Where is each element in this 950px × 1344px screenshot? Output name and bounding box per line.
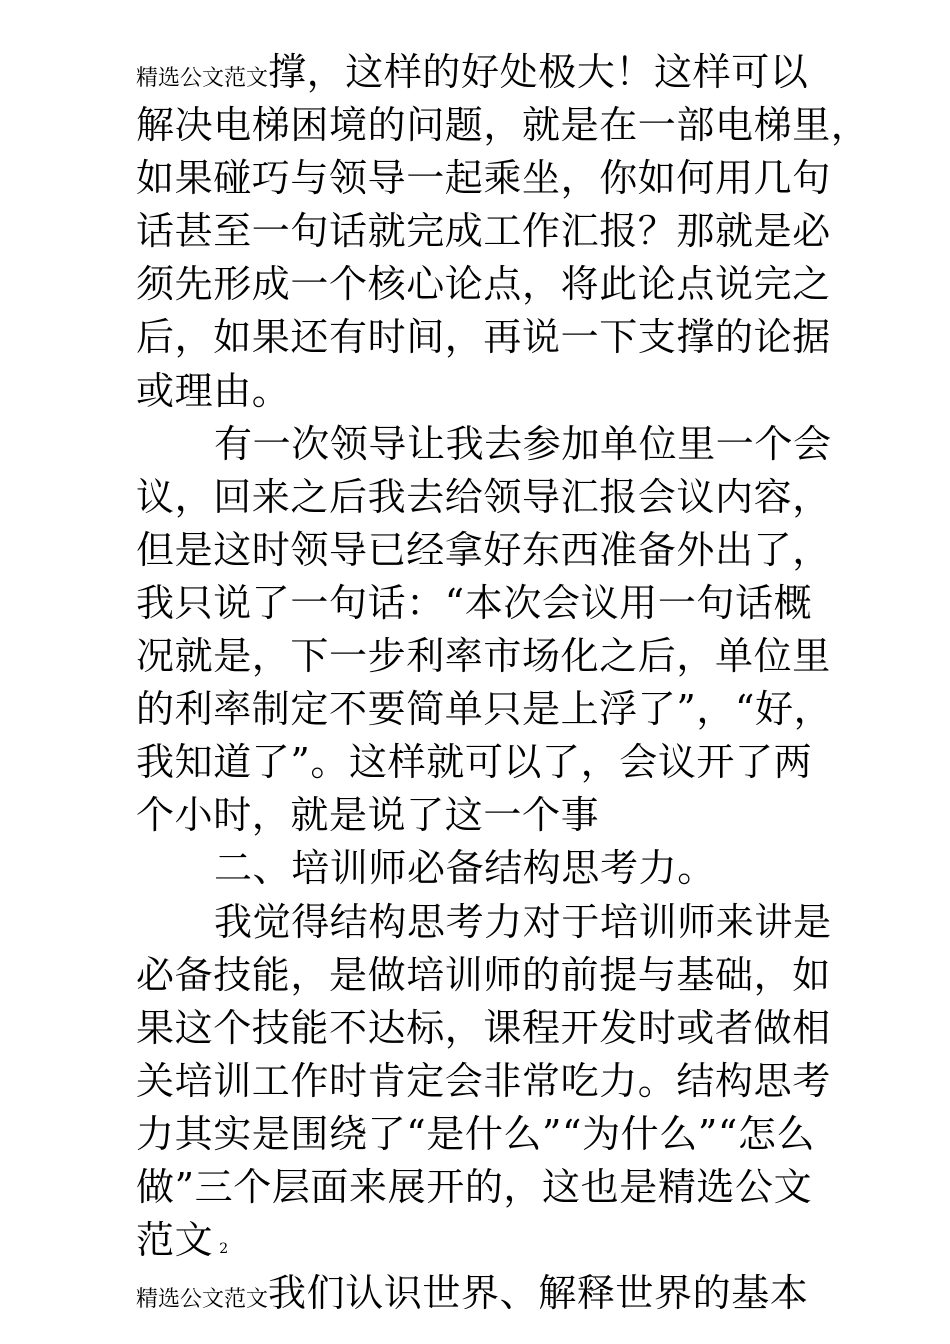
section-heading: 二、培训师必备结构思考力。 — [214, 846, 716, 891]
header-watermark: 精选公文范文 — [136, 1287, 269, 1313]
text-line: 必备技能，是做培训师的前提与基础，如 — [136, 952, 831, 997]
text-line — [136, 1267, 836, 1320]
paragraph-start-line: 有一次领导让我去参加单位里一个会 — [214, 421, 832, 466]
line-text: 我们认识世界、解释世界的基本 — [268, 1271, 809, 1316]
page-number: 2 — [219, 1241, 229, 1258]
paragraph-start-line: 我觉得结构思考力对于培训师来讲是 — [214, 899, 832, 944]
text-line: 力其实是围绕了“是什么”“为什么”“怎么 — [136, 1111, 816, 1156]
line-text: 撑，这样的好处极大！这样可以 — [268, 50, 809, 94]
text-line: 关培训工作时肯定会非常吃力。结构思考 — [136, 1058, 831, 1103]
text-line: 后，如果还有时间，再说一下支撑的论据 — [136, 315, 831, 360]
text-line: 但是这时领导已经拿好东西准备外出了， — [136, 527, 831, 572]
text-line: 我只说了一句话：“本次会议用一句话概 — [136, 580, 813, 625]
document-page — [136, 46, 870, 1320]
text-line: 果这个技能不达标，课程开发时或者做相 — [136, 1005, 831, 1050]
text-line: 如果碰巧与领导一起乘坐，你如何用几句 — [136, 156, 831, 201]
text-line: 或理由。 — [136, 368, 291, 413]
text-line — [136, 46, 836, 99]
text-line: 话甚至一句话就完成工作汇报？那就是必 — [136, 209, 831, 254]
text-line: 的利率制定不要简单只是上浮了”，“好， — [136, 687, 833, 732]
text-line: 个小时，就是说了这一个事 — [136, 793, 600, 838]
text-line: 做”三个层面来展开的，这也是精选公文 — [136, 1164, 813, 1209]
text-line: 解决电梯困境的问题，就是在一部电梯里， — [136, 103, 870, 148]
text-line: 须先形成一个核心论点，将此论点说完之 — [136, 262, 831, 307]
text-line: 况就是，下一步利率市场化之后，单位里 — [136, 634, 831, 679]
text-line — [136, 1214, 836, 1267]
header-watermark: 精选公文范文 — [136, 66, 269, 91]
text-line: 议，回来之后我去给领导汇报会议内容， — [136, 474, 831, 519]
line-text: 范文 — [136, 1218, 214, 1263]
text-line: 我知道了”。这样就可以了，会议开了两 — [136, 740, 813, 785]
